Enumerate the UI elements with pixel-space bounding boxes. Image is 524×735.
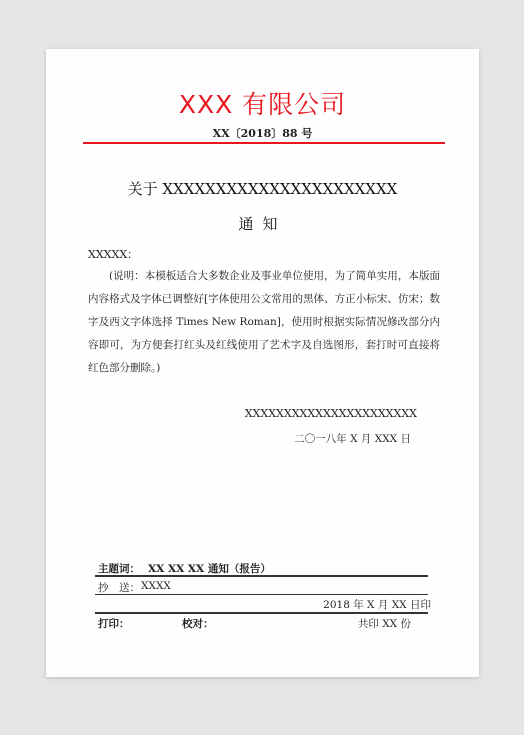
company-name: XXX 有限公司 [178, 90, 347, 119]
issue-date: 二〇一八年 X 月 XXX 日 [294, 433, 411, 445]
copies-count: 共印 XX 份 [357, 618, 411, 630]
subject-label: 主题词： [98, 563, 140, 575]
footer-rule-middle [95, 594, 428, 595]
footer-rule-bottom [95, 612, 428, 614]
cc-label: 抄 送： [98, 582, 140, 594]
footer-rule-top [95, 575, 428, 577]
red-header-line [83, 142, 445, 144]
proofreader-label: 校对： [182, 618, 214, 630]
document-page [46, 49, 479, 677]
document-title-line1: 关于 XXXXXXXXXXXXXXXXXXXXXX [127, 180, 398, 198]
subject-value: XX XX XX 通知（报告） [148, 563, 271, 575]
sender-signature: XXXXXXXXXXXXXXXXXXXXXX [244, 407, 417, 420]
cc-value: XXXX [141, 580, 171, 592]
print-date: 2018 年 X 月 XX 日印 [323, 599, 431, 611]
document-title-line2: 通知 [238, 215, 287, 233]
body-paragraph: (说明：本模板适合大多数企业及事业单位使用，为了简单实用，本版面内容格式及字体已调整好[字体使用公文常用的黑体、方正小标宋、仿宋；数字及西文字体选择 Times New Roman]，使用时根据实际情况修改部分内容即可，为方便套打红头及红线使用了艺术字及自选图形，套打时可直接将红色部分删除。) [88, 270, 440, 374]
document-number: XX〔2018〕88 号 [212, 127, 313, 140]
salutation: XXXXX： [88, 248, 139, 261]
printer-label: 打印： [98, 618, 130, 630]
